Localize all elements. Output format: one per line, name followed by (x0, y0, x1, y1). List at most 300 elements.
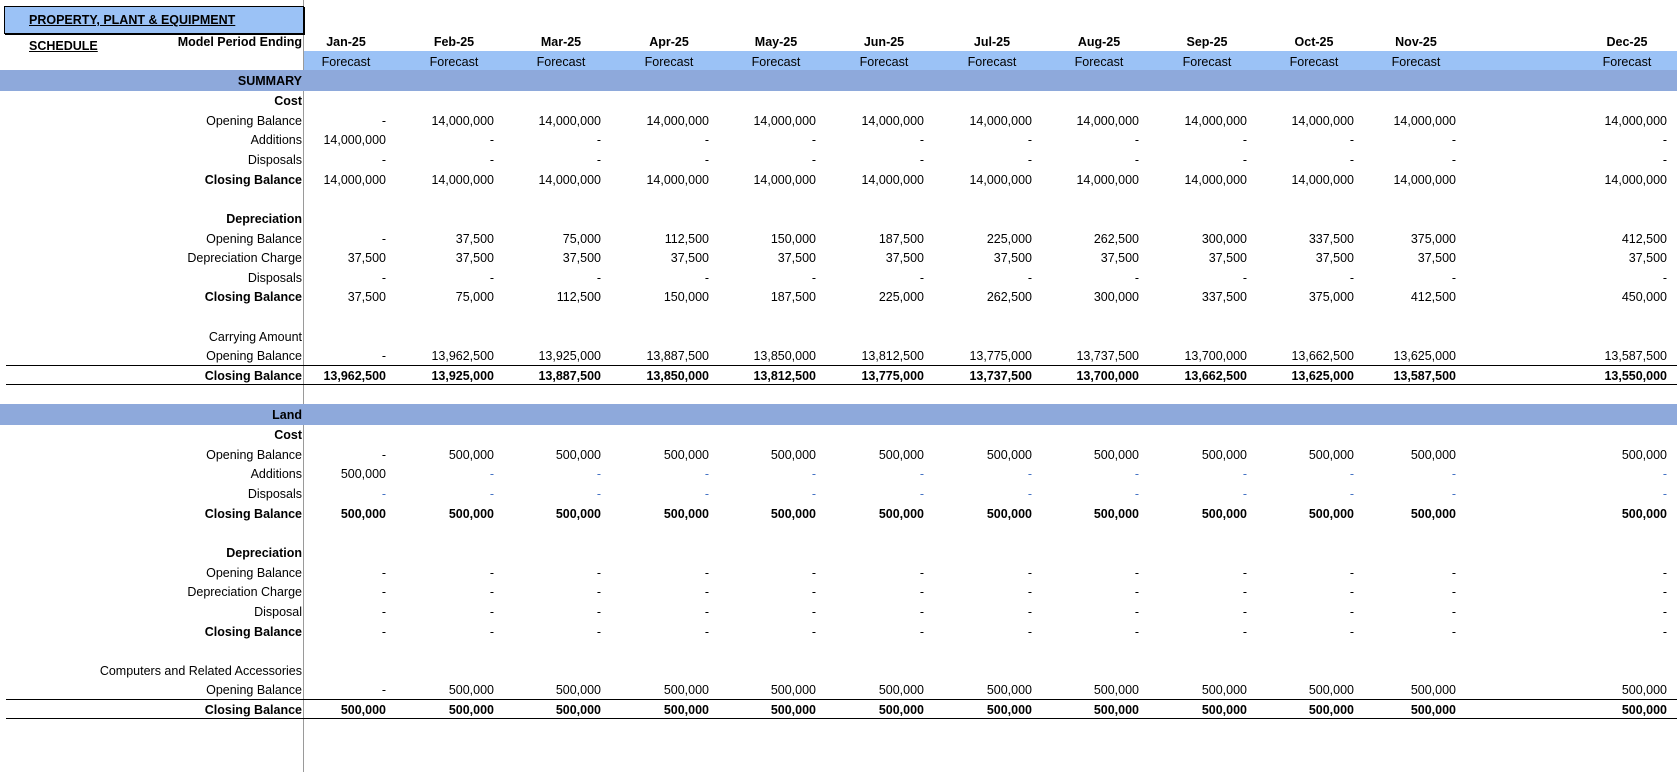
value-cell[interactable]: - (919, 152, 924, 167)
value-cell[interactable]: - (1349, 270, 1354, 285)
month-header-9[interactable]: Sep-25 (1186, 35, 1228, 49)
value-cell[interactable]: - (489, 467, 494, 482)
forecast-label-6[interactable]: Forecast (859, 54, 909, 69)
value-cell[interactable]: - (704, 133, 709, 148)
value-cell[interactable]: - (1134, 624, 1139, 639)
value-cell[interactable]: 14,000,000 (969, 113, 1032, 128)
value-cell[interactable]: - (596, 152, 601, 167)
forecast-label-1[interactable]: Forecast (321, 54, 371, 69)
value-cell[interactable]: - (1134, 565, 1139, 580)
month-header-5[interactable]: May-25 (754, 35, 798, 49)
value-cell[interactable]: 13,625,000 (1393, 349, 1456, 364)
value-cell[interactable]: 500,000 (1308, 683, 1354, 698)
value-cell[interactable]: - (1027, 133, 1032, 148)
value-cell[interactable]: - (1349, 486, 1354, 501)
value-cell[interactable]: 13,812,500 (861, 349, 924, 364)
group-heading[interactable]: Depreciation (226, 545, 302, 560)
value-cell[interactable]: - (381, 113, 386, 128)
value-cell[interactable]: - (1349, 565, 1354, 580)
value-cell[interactable]: 187,500 (878, 231, 924, 246)
value-cell[interactable]: - (381, 270, 386, 285)
value-cell[interactable]: - (596, 604, 601, 619)
row-label[interactable]: Closing Balance (204, 369, 302, 384)
value-cell[interactable]: 13,887,500 (538, 369, 601, 384)
value-cell[interactable]: 14,000,000 (538, 172, 601, 187)
value-cell[interactable]: 150,000 (770, 231, 816, 246)
value-cell[interactable]: - (1662, 133, 1667, 148)
value-cell[interactable]: 500,000 (663, 683, 709, 698)
value-cell[interactable]: 500,000 (1621, 703, 1667, 718)
value-cell[interactable]: - (1134, 585, 1139, 600)
value-cell[interactable]: - (811, 270, 816, 285)
value-cell[interactable]: 500,000 (1621, 447, 1667, 462)
value-cell[interactable]: - (1134, 152, 1139, 167)
value-cell[interactable]: 225,000 (878, 290, 924, 305)
value-cell[interactable]: - (489, 604, 494, 619)
value-cell[interactable]: 14,000,000 (323, 172, 386, 187)
value-cell[interactable]: 500,000 (1308, 703, 1354, 718)
value-cell[interactable]: - (596, 133, 601, 148)
header-status-row (0, 51, 1677, 72)
value-cell[interactable]: 37,500 (455, 231, 494, 246)
value-cell[interactable]: 13,850,000 (646, 369, 709, 384)
value-cell[interactable]: 14,000,000 (1604, 113, 1667, 128)
value-cell[interactable]: 37,500 (993, 251, 1032, 266)
month-header-4[interactable]: Apr-25 (649, 35, 689, 49)
value-cell[interactable]: - (919, 624, 924, 639)
value-cell[interactable]: - (596, 585, 601, 600)
forecast-label-9[interactable]: Forecast (1182, 54, 1232, 69)
value-cell[interactable]: - (811, 585, 816, 600)
value-cell[interactable]: - (1451, 152, 1456, 167)
value-cell[interactable]: - (811, 604, 816, 619)
value-cell[interactable]: - (1134, 270, 1139, 285)
value-cell[interactable]: 13,887,500 (646, 349, 709, 364)
month-header-1[interactable]: Jan-25 (326, 35, 366, 49)
value-cell[interactable]: - (1451, 585, 1456, 600)
value-cell[interactable]: - (704, 624, 709, 639)
value-cell[interactable]: - (489, 624, 494, 639)
value-cell[interactable]: - (1027, 270, 1032, 285)
value-cell[interactable]: 500,000 (770, 447, 816, 462)
value-cell[interactable]: - (1242, 270, 1247, 285)
value-cell[interactable]: - (811, 624, 816, 639)
value-cell[interactable]: - (381, 604, 386, 619)
value-cell[interactable]: - (1242, 133, 1247, 148)
value-cell[interactable]: - (1027, 604, 1032, 619)
value-cell[interactable]: 14,000,000 (538, 113, 601, 128)
value-cell[interactable]: - (381, 683, 386, 698)
row-label[interactable]: Opening Balance (206, 447, 302, 462)
value-cell[interactable]: 500,000 (1308, 506, 1354, 521)
value-cell[interactable]: 13,587,500 (1393, 369, 1456, 384)
row-label[interactable]: Closing Balance (204, 172, 302, 187)
value-cell[interactable]: - (1242, 624, 1247, 639)
value-cell[interactable]: 500,000 (1621, 683, 1667, 698)
row-label[interactable]: Disposal (254, 604, 302, 619)
value-cell[interactable]: - (1027, 467, 1032, 482)
row-label[interactable]: Disposals (247, 270, 302, 285)
value-cell[interactable]: - (489, 486, 494, 501)
value-cell[interactable]: - (1134, 133, 1139, 148)
value-cell[interactable]: - (596, 270, 601, 285)
value-cell[interactable]: 500,000 (770, 506, 816, 521)
value-cell[interactable]: - (489, 585, 494, 600)
section-title[interactable]: SUMMARY (237, 74, 302, 89)
value-cell[interactable]: 14,000,000 (1393, 172, 1456, 187)
value-cell[interactable]: 14,000,000 (1393, 113, 1456, 128)
value-cell[interactable]: 13,700,000 (1184, 349, 1247, 364)
value-cell[interactable]: - (1451, 133, 1456, 148)
table-row (0, 228, 1677, 249)
value-cell[interactable]: - (381, 585, 386, 600)
value-cell[interactable]: 13,587,500 (1604, 349, 1667, 364)
value-cell[interactable]: - (1451, 624, 1456, 639)
value-cell[interactable]: - (919, 467, 924, 482)
value-cell[interactable]: - (811, 486, 816, 501)
value-cell[interactable]: - (1451, 486, 1456, 501)
value-cell[interactable]: 14,000,000 (753, 172, 816, 187)
value-cell[interactable]: 500,000 (1201, 447, 1247, 462)
month-header-8[interactable]: Aug-25 (1077, 35, 1121, 49)
group-heading[interactable]: Depreciation (226, 211, 302, 226)
group-heading-row (0, 90, 1677, 111)
value-cell[interactable]: - (1242, 467, 1247, 482)
value-cell[interactable]: - (596, 486, 601, 501)
forecast-label-7[interactable]: Forecast (967, 54, 1017, 69)
value-cell[interactable]: 14,000,000 (1076, 113, 1139, 128)
value-cell[interactable]: - (1134, 467, 1139, 482)
row-label[interactable]: Depreciation Charge (187, 251, 302, 266)
value-cell[interactable]: - (1027, 565, 1032, 580)
value-cell[interactable]: - (596, 624, 601, 639)
value-cell[interactable]: - (1349, 133, 1354, 148)
value-cell[interactable]: 337,500 (1201, 290, 1247, 305)
period-label[interactable]: Model Period Ending (177, 35, 302, 49)
value-cell[interactable]: - (704, 604, 709, 619)
value-cell[interactable]: 13,700,000 (1076, 369, 1139, 384)
value-cell[interactable]: - (811, 152, 816, 167)
value-cell[interactable]: 13,662,500 (1184, 369, 1247, 384)
value-cell[interactable]: 500,000 (1410, 447, 1456, 462)
value-cell[interactable]: 37,500 (562, 251, 601, 266)
value-cell[interactable]: 13,550,000 (1604, 369, 1667, 384)
group-heading[interactable]: Carrying Amount (208, 329, 302, 344)
value-cell[interactable]: - (1349, 152, 1354, 167)
value-cell[interactable]: 13,925,000 (538, 349, 601, 364)
value-cell[interactable]: - (381, 565, 386, 580)
forecast-label-8[interactable]: Forecast (1074, 54, 1124, 69)
value-cell[interactable]: 14,000,000 (1184, 172, 1247, 187)
forecast-label-4[interactable]: Forecast (644, 54, 694, 69)
value-cell[interactable]: 14,000,000 (431, 172, 494, 187)
group-heading[interactable]: Cost (274, 93, 302, 108)
forecast-label-11[interactable]: Forecast (1391, 54, 1441, 69)
value-cell[interactable]: 13,962,500 (323, 369, 386, 384)
value-cell[interactable]: 500,000 (1410, 506, 1456, 521)
value-cell[interactable]: 75,000 (455, 290, 494, 305)
value-cell[interactable]: 500,000 (1093, 506, 1139, 521)
value-cell[interactable]: 14,000,000 (431, 113, 494, 128)
value-cell[interactable]: - (1662, 467, 1667, 482)
value-cell[interactable]: 500,000 (1410, 703, 1456, 718)
value-cell[interactable]: - (811, 133, 816, 148)
value-cell[interactable]: 500,000 (555, 703, 601, 718)
value-cell[interactable]: - (381, 624, 386, 639)
value-cell[interactable]: 500,000 (770, 703, 816, 718)
value-cell[interactable]: 500,000 (340, 506, 386, 521)
value-cell[interactable]: 14,000,000 (861, 172, 924, 187)
value-cell[interactable]: 37,500 (1628, 251, 1667, 266)
row-label[interactable]: Closing Balance (204, 290, 302, 305)
forecast-label-12[interactable]: Forecast (1602, 54, 1652, 69)
value-cell[interactable]: 300,000 (1201, 231, 1247, 246)
value-cell[interactable]: - (1349, 624, 1354, 639)
value-cell[interactable]: 500,000 (448, 683, 494, 698)
value-cell[interactable]: 500,000 (878, 506, 924, 521)
row-label[interactable]: Closing Balance (204, 506, 302, 521)
value-cell[interactable]: 150,000 (663, 290, 709, 305)
value-cell[interactable]: 112,500 (664, 231, 709, 246)
value-cell[interactable]: 37,500 (885, 251, 924, 266)
value-cell[interactable]: 14,000,000 (1604, 172, 1667, 187)
value-cell[interactable]: 500,000 (448, 506, 494, 521)
value-cell[interactable]: 500,000 (1410, 683, 1456, 698)
table-row (0, 345, 1677, 366)
value-cell[interactable]: - (919, 270, 924, 285)
value-cell[interactable]: 37,500 (1100, 251, 1139, 266)
value-cell[interactable]: - (811, 565, 816, 580)
value-cell[interactable]: 37,500 (455, 251, 494, 266)
value-cell[interactable]: 500,000 (1093, 447, 1139, 462)
row-label[interactable]: Depreciation Charge (187, 585, 302, 600)
value-cell[interactable]: 500,000 (878, 703, 924, 718)
value-cell[interactable]: - (919, 486, 924, 501)
value-cell[interactable]: - (919, 565, 924, 580)
value-cell[interactable]: - (1662, 270, 1667, 285)
value-cell[interactable]: 500,000 (986, 683, 1032, 698)
value-cell[interactable]: - (1242, 585, 1247, 600)
value-cell[interactable]: 13,775,000 (861, 369, 924, 384)
value-cell[interactable]: 500,000 (986, 506, 1032, 521)
value-cell[interactable]: - (1451, 270, 1456, 285)
month-header-7[interactable]: Jul-25 (973, 35, 1011, 49)
value-cell[interactable]: 500,000 (555, 447, 601, 462)
row-label[interactable]: Closing Balance (204, 624, 302, 639)
value-cell[interactable]: - (1027, 486, 1032, 501)
value-cell[interactable]: 500,000 (555, 506, 601, 521)
value-cell[interactable]: 37,500 (347, 290, 386, 305)
value-cell[interactable]: 500,000 (340, 703, 386, 718)
value-cell[interactable]: - (704, 152, 709, 167)
value-cell[interactable]: 500,000 (448, 703, 494, 718)
value-cell[interactable]: 14,000,000 (1076, 172, 1139, 187)
value-cell[interactable]: - (596, 467, 601, 482)
row-label[interactable]: Disposals (247, 152, 302, 167)
value-cell[interactable]: - (1134, 486, 1139, 501)
group-heading[interactable]: Cost (274, 428, 302, 442)
value-cell[interactable]: - (1242, 486, 1247, 501)
value-cell[interactable]: 13,737,500 (969, 369, 1032, 384)
value-cell[interactable]: 13,962,500 (431, 349, 494, 364)
value-cell[interactable]: - (489, 270, 494, 285)
value-cell[interactable]: 187,500 (770, 290, 816, 305)
value-cell[interactable]: - (704, 270, 709, 285)
value-cell[interactable]: 500,000 (1201, 506, 1247, 521)
month-header-11[interactable]: Nov-25 (1395, 35, 1437, 49)
value-cell[interactable]: 500,000 (1308, 447, 1354, 462)
value-cell[interactable]: - (919, 604, 924, 619)
blank-row (0, 188, 1677, 209)
value-cell[interactable]: - (1242, 604, 1247, 619)
value-cell[interactable]: - (381, 447, 386, 462)
value-cell[interactable]: 500,000 (878, 447, 924, 462)
value-cell[interactable]: - (919, 585, 924, 600)
value-cell[interactable]: 500,000 (986, 447, 1032, 462)
value-cell[interactable]: 500,000 (1201, 703, 1247, 718)
value-cell[interactable]: 500,000 (986, 703, 1032, 718)
value-cell[interactable]: 500,000 (663, 703, 709, 718)
value-cell[interactable]: - (1242, 152, 1247, 167)
month-header-12[interactable]: Dec-25 (1606, 35, 1648, 49)
forecast-label-3[interactable]: Forecast (536, 54, 586, 69)
value-cell[interactable]: - (1662, 604, 1667, 619)
value-cell[interactable]: 262,500 (986, 290, 1032, 305)
value-cell[interactable]: 14,000,000 (861, 113, 924, 128)
value-cell[interactable]: - (1349, 604, 1354, 619)
row-label[interactable]: Opening Balance (206, 113, 302, 128)
value-cell[interactable]: 412,500 (1621, 231, 1667, 246)
value-cell[interactable]: 450,000 (1621, 290, 1667, 305)
value-cell[interactable]: - (1027, 585, 1032, 600)
value-cell[interactable]: 13,850,000 (753, 349, 816, 364)
value-cell[interactable]: 14,000,000 (646, 172, 709, 187)
value-cell[interactable]: 262,500 (1093, 231, 1139, 246)
value-cell[interactable]: - (704, 486, 709, 501)
month-header-10[interactable]: Oct-25 (1294, 35, 1334, 49)
value-cell[interactable]: 14,000,000 (753, 113, 816, 128)
group-heading[interactable]: Computers and Related Accessories (99, 663, 302, 678)
value-cell[interactable]: - (704, 467, 709, 482)
value-cell[interactable]: - (1451, 467, 1456, 482)
value-cell[interactable]: 412,500 (1410, 290, 1456, 305)
value-cell[interactable]: 14,000,000 (323, 133, 386, 148)
value-cell[interactable]: 13,662,500 (1291, 349, 1354, 364)
value-cell[interactable]: 14,000,000 (1291, 113, 1354, 128)
value-cell[interactable]: - (1027, 624, 1032, 639)
value-cell[interactable]: 13,925,000 (431, 369, 494, 384)
value-cell[interactable]: 500,000 (340, 467, 386, 482)
value-cell[interactable]: - (1662, 152, 1667, 167)
value-cell[interactable]: 500,000 (1201, 683, 1247, 698)
value-cell[interactable]: 500,000 (1093, 683, 1139, 698)
value-cell[interactable]: 13,737,500 (1076, 349, 1139, 364)
value-cell[interactable]: - (596, 565, 601, 580)
month-header-2[interactable]: Feb-25 (433, 35, 475, 49)
value-cell[interactable]: - (1662, 624, 1667, 639)
row-label[interactable]: Opening Balance (206, 565, 302, 580)
value-cell[interactable]: 37,500 (670, 251, 709, 266)
value-cell[interactable]: - (704, 565, 709, 580)
value-cell[interactable]: 37,500 (1208, 251, 1247, 266)
value-cell[interactable]: 500,000 (448, 447, 494, 462)
value-cell[interactable]: - (1349, 585, 1354, 600)
value-cell[interactable]: - (489, 133, 494, 148)
value-cell[interactable]: 500,000 (770, 683, 816, 698)
value-cell[interactable]: 225,000 (986, 231, 1032, 246)
month-header-6[interactable]: Jun-25 (863, 35, 905, 49)
value-cell[interactable]: 500,000 (878, 683, 924, 698)
value-cell[interactable]: - (811, 467, 816, 482)
value-cell[interactable]: - (381, 231, 386, 246)
value-cell[interactable]: - (1349, 467, 1354, 482)
value-cell[interactable]: 112,500 (556, 290, 601, 305)
value-cell[interactable]: - (704, 585, 709, 600)
value-cell[interactable]: 13,812,500 (753, 369, 816, 384)
value-cell[interactable]: - (1662, 486, 1667, 501)
forecast-label-10[interactable]: Forecast (1289, 54, 1339, 69)
row-label[interactable]: Opening Balance (206, 683, 302, 698)
forecast-label-5[interactable]: Forecast (751, 54, 801, 69)
row-label[interactable]: Opening Balance (206, 231, 302, 246)
value-cell[interactable]: 37,500 (1417, 251, 1456, 266)
value-cell[interactable]: - (381, 486, 386, 501)
value-cell[interactable]: 37,500 (1315, 251, 1354, 266)
value-cell[interactable]: 375,000 (1410, 231, 1456, 246)
value-cell[interactable]: 500,000 (1621, 506, 1667, 521)
month-header-3[interactable]: Mar-25 (540, 35, 582, 49)
value-cell[interactable]: 14,000,000 (1291, 172, 1354, 187)
value-cell[interactable]: - (919, 133, 924, 148)
value-cell[interactable]: 37,500 (777, 251, 816, 266)
value-cell[interactable]: 14,000,000 (969, 172, 1032, 187)
row-label[interactable]: Additions (250, 133, 302, 148)
value-cell[interactable]: 375,000 (1308, 290, 1354, 305)
value-cell[interactable]: 14,000,000 (646, 113, 709, 128)
value-cell[interactable]: - (1242, 565, 1247, 580)
value-cell[interactable]: - (1662, 585, 1667, 600)
value-cell[interactable]: - (489, 152, 494, 167)
row-label[interactable]: Disposals (247, 486, 302, 501)
row-label[interactable]: Additions (250, 467, 302, 482)
value-cell[interactable]: - (381, 349, 386, 364)
value-cell[interactable]: 37,500 (347, 251, 386, 266)
value-cell[interactable]: - (381, 152, 386, 167)
value-cell[interactable]: 337,500 (1308, 231, 1354, 246)
value-cell[interactable]: 300,000 (1093, 290, 1139, 305)
value-cell[interactable]: 75,000 (562, 231, 601, 246)
row-label[interactable]: Closing Balance (204, 703, 302, 718)
value-cell[interactable]: - (1662, 565, 1667, 580)
value-cell[interactable]: 13,775,000 (969, 349, 1032, 364)
forecast-label-2[interactable]: Forecast (429, 54, 479, 69)
row-label[interactable]: Opening Balance (206, 349, 302, 364)
value-cell[interactable]: - (489, 565, 494, 580)
section-title[interactable]: Land (272, 408, 302, 423)
value-cell[interactable]: 13,625,000 (1291, 369, 1354, 384)
value-cell[interactable]: - (1451, 604, 1456, 619)
value-cell[interactable]: 500,000 (663, 506, 709, 521)
table-row (0, 129, 1677, 150)
table-row (0, 286, 1677, 307)
value-cell[interactable]: 500,000 (663, 447, 709, 462)
value-cell[interactable]: - (1134, 604, 1139, 619)
value-cell[interactable]: - (1451, 565, 1456, 580)
value-cell[interactable]: 500,000 (1093, 703, 1139, 718)
value-cell[interactable]: 500,000 (555, 683, 601, 698)
value-cell[interactable]: - (1027, 152, 1032, 167)
value-cell[interactable]: 14,000,000 (1184, 113, 1247, 128)
